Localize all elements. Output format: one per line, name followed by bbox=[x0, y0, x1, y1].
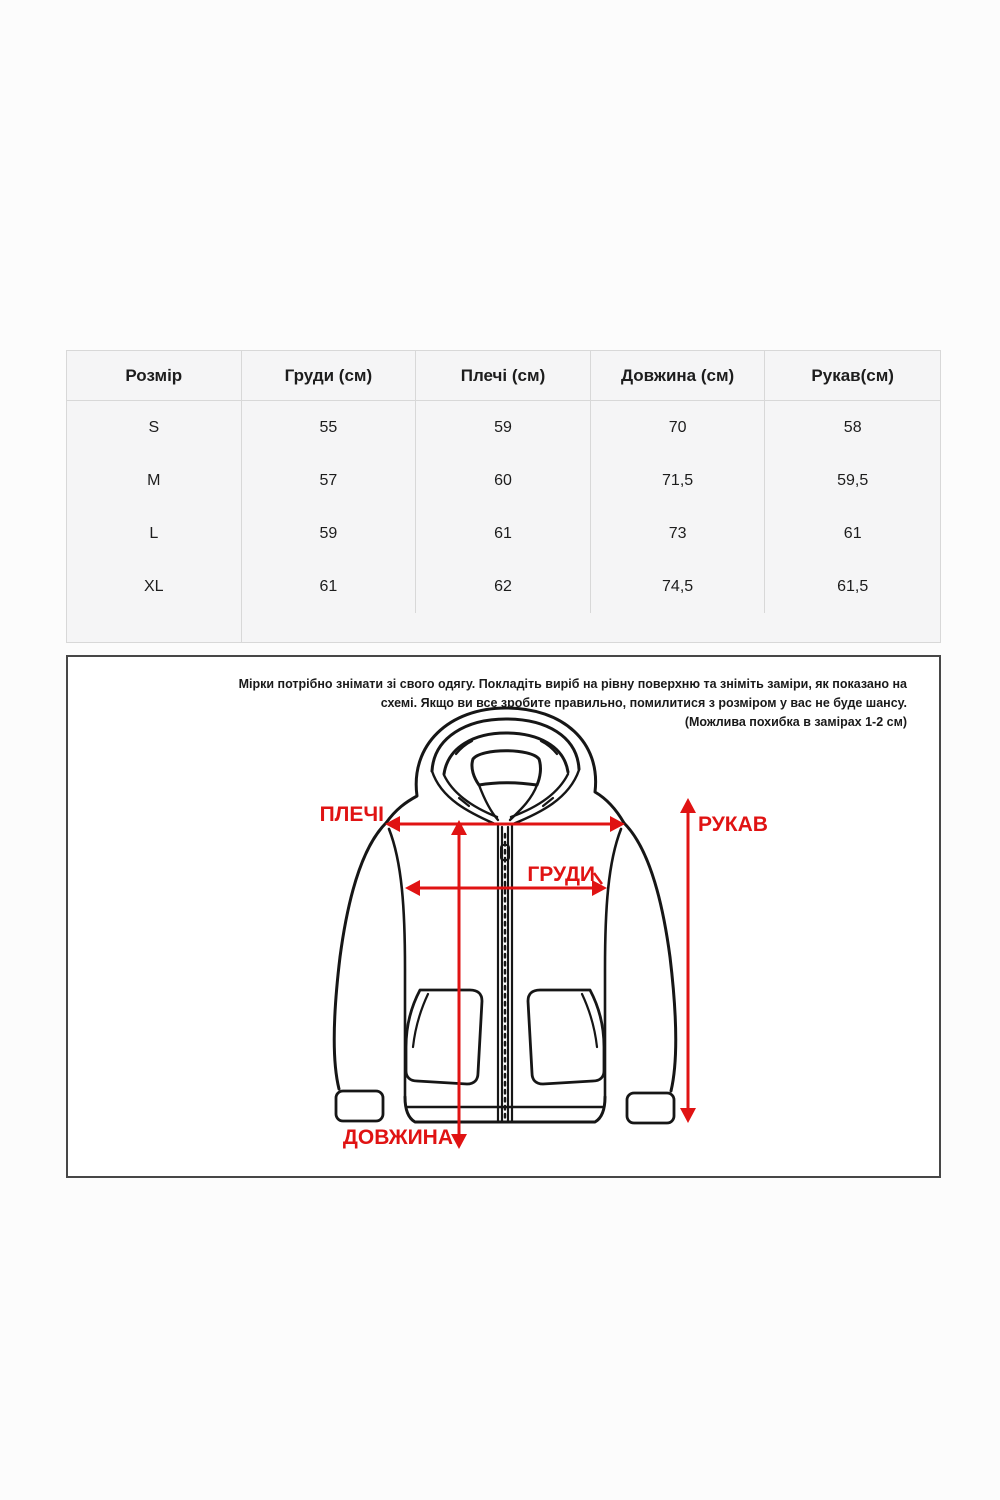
cell-chest: 55 bbox=[242, 401, 417, 454]
table-filler-cell bbox=[67, 613, 242, 642]
instructions-line: (Можлива похибка в замірах 1-2 см) bbox=[684, 715, 907, 729]
cell-sleeve: 59,5 bbox=[837, 471, 869, 489]
cell-chest: 59 bbox=[242, 507, 417, 560]
cell-shoulders: 61 bbox=[416, 507, 591, 560]
cell-size: S bbox=[67, 401, 242, 454]
measurement-diagram-panel bbox=[66, 655, 941, 1178]
cell-sleeve: 61,5 bbox=[837, 577, 869, 595]
header-length: Довжина (см) bbox=[591, 351, 766, 401]
header-chest: Груди (см) bbox=[242, 351, 417, 401]
cell-length: 73 bbox=[591, 507, 766, 560]
cell-shoulders: 59 bbox=[416, 401, 591, 454]
label-chest: ГРУДИ bbox=[527, 863, 595, 886]
instructions-line: схемі. Якщо ви все зробите правильно, помилитися з розміром у вас не буде шансу. bbox=[380, 696, 907, 710]
jacket-diagram bbox=[68, 657, 939, 1176]
cell-size: XL bbox=[67, 560, 242, 613]
cell-sleeve: 61 bbox=[843, 524, 862, 542]
cell-sleeve: 58 bbox=[843, 418, 862, 436]
header-shoulders: Плечі (см) bbox=[416, 351, 591, 401]
cell-shoulders: 62 bbox=[416, 560, 591, 613]
cell-chest: 61 bbox=[242, 560, 417, 613]
label-length: ДОВЖИНА bbox=[342, 1126, 453, 1149]
shoulders-arrow bbox=[385, 816, 625, 832]
cell-length: 70 bbox=[591, 401, 766, 454]
sleeve-arrow bbox=[680, 798, 696, 1123]
cell-size: L bbox=[67, 507, 242, 560]
jacket-outline bbox=[334, 708, 676, 1123]
cell-chest: 57 bbox=[242, 454, 417, 507]
cell-size: M bbox=[67, 454, 242, 507]
instructions-line: Мірки потрібно знімати зі свого одягу. Покладіть виріб на рівну поверхню та зніміть заміри, як показано на bbox=[238, 677, 907, 691]
header-sleeve: Рукав(см) bbox=[765, 351, 940, 401]
table-filler-cell bbox=[242, 613, 940, 642]
label-sleeve: РУКАВ bbox=[698, 813, 768, 836]
measurement-arrows bbox=[385, 798, 696, 1149]
label-shoulders: ПЛЕЧІ bbox=[319, 803, 384, 826]
cell-length: 71,5 bbox=[591, 454, 766, 507]
cell-length: 74,5 bbox=[591, 560, 766, 613]
header-size: Розмір bbox=[67, 351, 242, 401]
length-arrow bbox=[451, 820, 467, 1149]
size-table bbox=[66, 350, 941, 643]
cell-shoulders: 60 bbox=[416, 454, 591, 507]
